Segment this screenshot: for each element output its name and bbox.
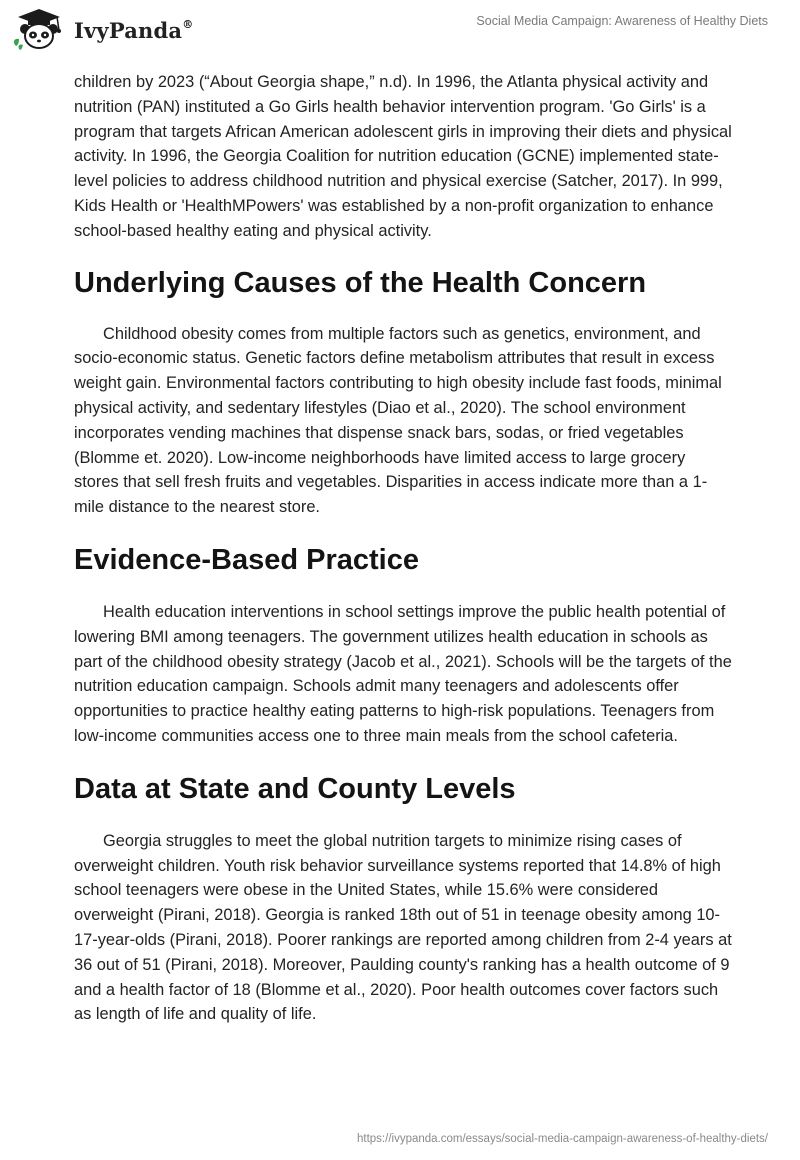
section-paragraph-data: Georgia struggles to meet the global nutrition targets to minimize rising cases of overweight children. Youth risk behavior surveillance systems reported that 14.8% of high school teenagers were obese in the United States, while 15.6% were considered overweight (Pirani, 2018). Georgia is ranked 18th out of 51 in teenage obesity among 10-17-year-olds (Pirani, 2018). Poorer rankings are reported among children from 2-4 years at 36 out of 51 (Pirani, 2018). Moreover, Paulding county's ranking has a health outcome of 9 and a health factor of 18 (Blomme et al., 2020). Poor health outcomes cover factors such as length of life and quality of life.	[74, 831, 732, 1024]
section-heading-evidence: Evidence-Based Practice	[74, 543, 419, 576]
section-heading-data: Data at State and County Levels	[74, 772, 516, 805]
page-header	[0, 0, 800, 66]
ivypanda-logo[interactable]	[10, 8, 193, 52]
section-paragraph-causes: Childhood obesity comes from multiple factors such as genetics, environment, and socio-economic status. Genetic factors define metabolism attributes that result in excess weight gain. Environmental factors contributing to high obesity include fast foods, minimal physical activity, and sedentary lifestyles (Diao et al., 2020). The school environment incorporates vending machines that dispense snack bars, sodas, or fried vegetables (Blomme et. 2020). Low-income neighborhoods have limited access to large grocery stores that sell fresh fruits and vegetables. Disparities in access indicate more than a 1-mile distance to the nearest store.	[74, 324, 722, 517]
document-title: Social Media Campaign: Awareness of Healthy Diets	[476, 14, 768, 28]
essay-body	[74, 70, 734, 1027]
intro-paragraph: children by 2023 (“About Georgia shape,” n.d). In 1996, the Atlanta physical activity and nutrition (PAN) instituted a Go Girls health behavior intervention program. 'Go Girls' is a program that targets African American adolescent girls in improving their diets and physical activity. In 1996, the Georgia Coalition for nutrition education (GCNE) implemented state-level policies to address childhood nutrition and physical exercise (Satcher, 2017). In 999, Kids Health or 'HealthMPowers' was established by a non-profit organization to enhance school-based healthy eating and physical activity.	[74, 73, 732, 240]
panda-graduate-icon	[10, 8, 68, 52]
brand-name: IvyPanda®	[74, 17, 194, 43]
source-url[interactable]: https://ivypanda.com/essays/social-media-campaign-awareness-of-healthy-diets/	[357, 1133, 768, 1145]
section-paragraph-evidence: Health education interventions in school settings improve the public health potential of lowering BMI among teenagers. The government utilizes health education in schools as part of the childhood obesity strategy (Jacob et al., 2021). Schools will be the targets of the nutrition education campaign. Schools admit many teenagers and adolescents offer opportunities to practice healthy eating patterns to high-risk populations. Teenagers from low-income communities access one to three main meals from the school cafeteria.	[74, 602, 732, 745]
section-heading-causes: Underlying Causes of the Health Concern	[74, 266, 647, 299]
